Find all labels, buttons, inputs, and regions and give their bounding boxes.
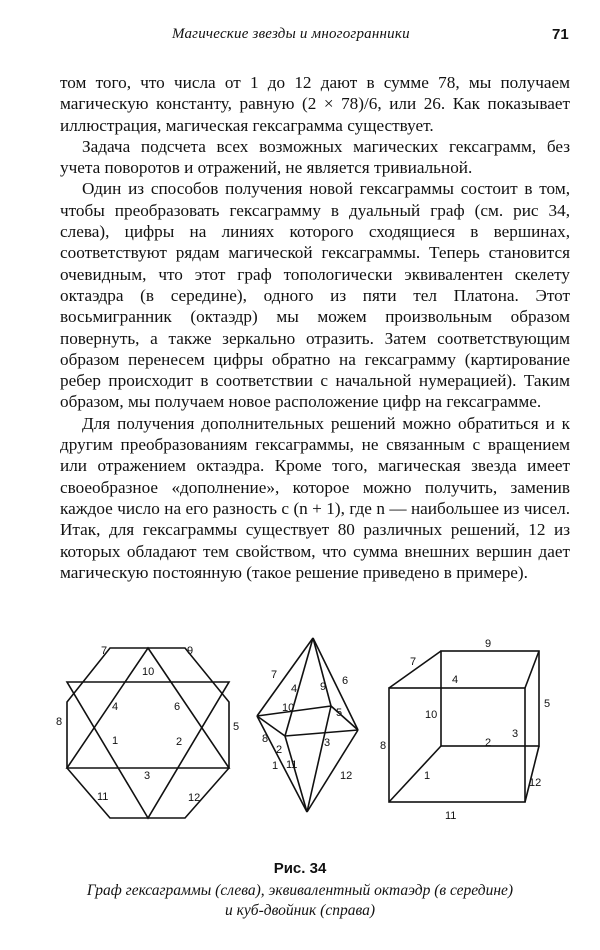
cube-label: 10 xyxy=(425,709,438,721)
oct-edge xyxy=(285,736,307,812)
octahedron xyxy=(257,638,358,812)
hex-label: 9 xyxy=(187,645,194,657)
oct-label: 4 xyxy=(291,683,298,695)
oct-label: 3 xyxy=(324,737,331,749)
cube-label: 9 xyxy=(485,638,492,650)
oct-label: 7 xyxy=(271,669,278,681)
hex-label: 3 xyxy=(144,770,151,782)
hex-label: 7 xyxy=(101,645,108,657)
oct-edge xyxy=(307,706,331,812)
cube-edge xyxy=(389,746,441,802)
triangle-down xyxy=(67,682,229,818)
hex-label: 5 xyxy=(233,721,240,733)
oct-label: 2 xyxy=(276,744,283,756)
cube-edge xyxy=(525,746,542,802)
oct-label: 5 xyxy=(336,707,343,719)
cube-label: 12 xyxy=(529,777,542,789)
oct-edge xyxy=(285,730,358,736)
oct-label: 12 xyxy=(340,770,353,782)
oct-edge xyxy=(313,638,331,706)
oct-label: 11 xyxy=(286,759,298,771)
cube xyxy=(380,638,550,822)
cube-label: 4 xyxy=(452,674,459,686)
page-header xyxy=(0,26,600,50)
page-number: 71 xyxy=(552,26,569,43)
hex-label: 8 xyxy=(56,716,63,728)
hex-label: 11 xyxy=(97,791,109,803)
cube-label: 1 xyxy=(424,770,431,782)
oct-label: 10 xyxy=(282,702,295,714)
running-title: Магические звезды и многогранники xyxy=(172,26,410,42)
cube-label: 2 xyxy=(485,737,492,749)
hex-label: 12 xyxy=(188,792,201,804)
oct-label: 9 xyxy=(320,681,327,693)
hex-label: 6 xyxy=(174,701,181,713)
paragraph: Один из способов получения новой гексаграммы состоит в том, чтобы преобразовать гексаграмму в дуальный граф (см. рис 34, слева), цифры на линиях которого сходящиеся в вершинах, соответствуют рядам магической гексаграммы. Теперь становится очевидным, что этот граф топологически эквивалентен скелету октаэдра (в середине), одного из пяти тел Платона. Этот восьмигранник (октаэдр) мы можем произвольным образом повернуть, а также зеркально отразить. Затем соответствующим образом перенесем цифры обратно на гексаграмму (картирование ребер происходит в соответствии с начальной нумерацией). Таким образом, мы получаем новое расположение цифр на гексаграмме. xyxy=(60,179,570,412)
hex-label: 10 xyxy=(142,666,155,678)
oct-edge xyxy=(285,638,313,736)
cube-label: 7 xyxy=(410,656,417,668)
cube-edge xyxy=(525,651,539,688)
cube-label: 8 xyxy=(380,740,387,752)
cube-label: 3 xyxy=(512,728,519,740)
hex-label: 4 xyxy=(112,701,119,713)
figure-drawing xyxy=(0,612,600,862)
caption-line-2: и куб-двойник (справа) xyxy=(225,902,375,919)
oct-label: 6 xyxy=(342,675,349,687)
cube-label: 5 xyxy=(544,698,551,710)
oct-edge xyxy=(257,716,307,812)
hexagram-graph xyxy=(56,645,239,818)
paragraph: Задача подсчета всех возможных магических гексаграмм, без учета поворотов и отражений, не является тривиальной. xyxy=(60,136,570,178)
oct-label: 1 xyxy=(272,760,279,772)
caption-line-1: Граф гексаграммы (слева), эквивалентный октаэдр (в середине) xyxy=(86,882,514,899)
oct-label: 8 xyxy=(262,733,269,745)
caption-label: Рис. 34 xyxy=(273,860,327,877)
hex-label: 1 xyxy=(112,735,119,747)
cube-label: 11 xyxy=(445,810,457,822)
paragraph: том того, что числа от 1 до 12 дают в сумме 78, мы получаем магическую константу, равную (2 × 78)/6, или 26. Как показывает иллюстрация, магическая гексаграмма существует. xyxy=(60,73,570,135)
figure-caption xyxy=(0,860,600,921)
paragraph: Для получения дополнительных решений можно обратиться и к другим преобразованиям гексаграммы, не связанным с вращением или отражением октаэдра. Кроме того, магическая звезда имеет своеобразное «дополнение», которое можно получить, заменив каждое число на его разность с (n + 1), где n — наибольшее из чисел. Итак, для гексаграммы существует 80 различных решений, 12 из которых обладают тем свойством, что сумма внешних вершин дает магическую постоянную (такое решение приведено в примере). xyxy=(60,413,570,582)
hex-label: 2 xyxy=(176,736,183,748)
body-text xyxy=(60,72,570,583)
figure-34 xyxy=(0,612,600,862)
cube-front-face xyxy=(389,688,525,802)
